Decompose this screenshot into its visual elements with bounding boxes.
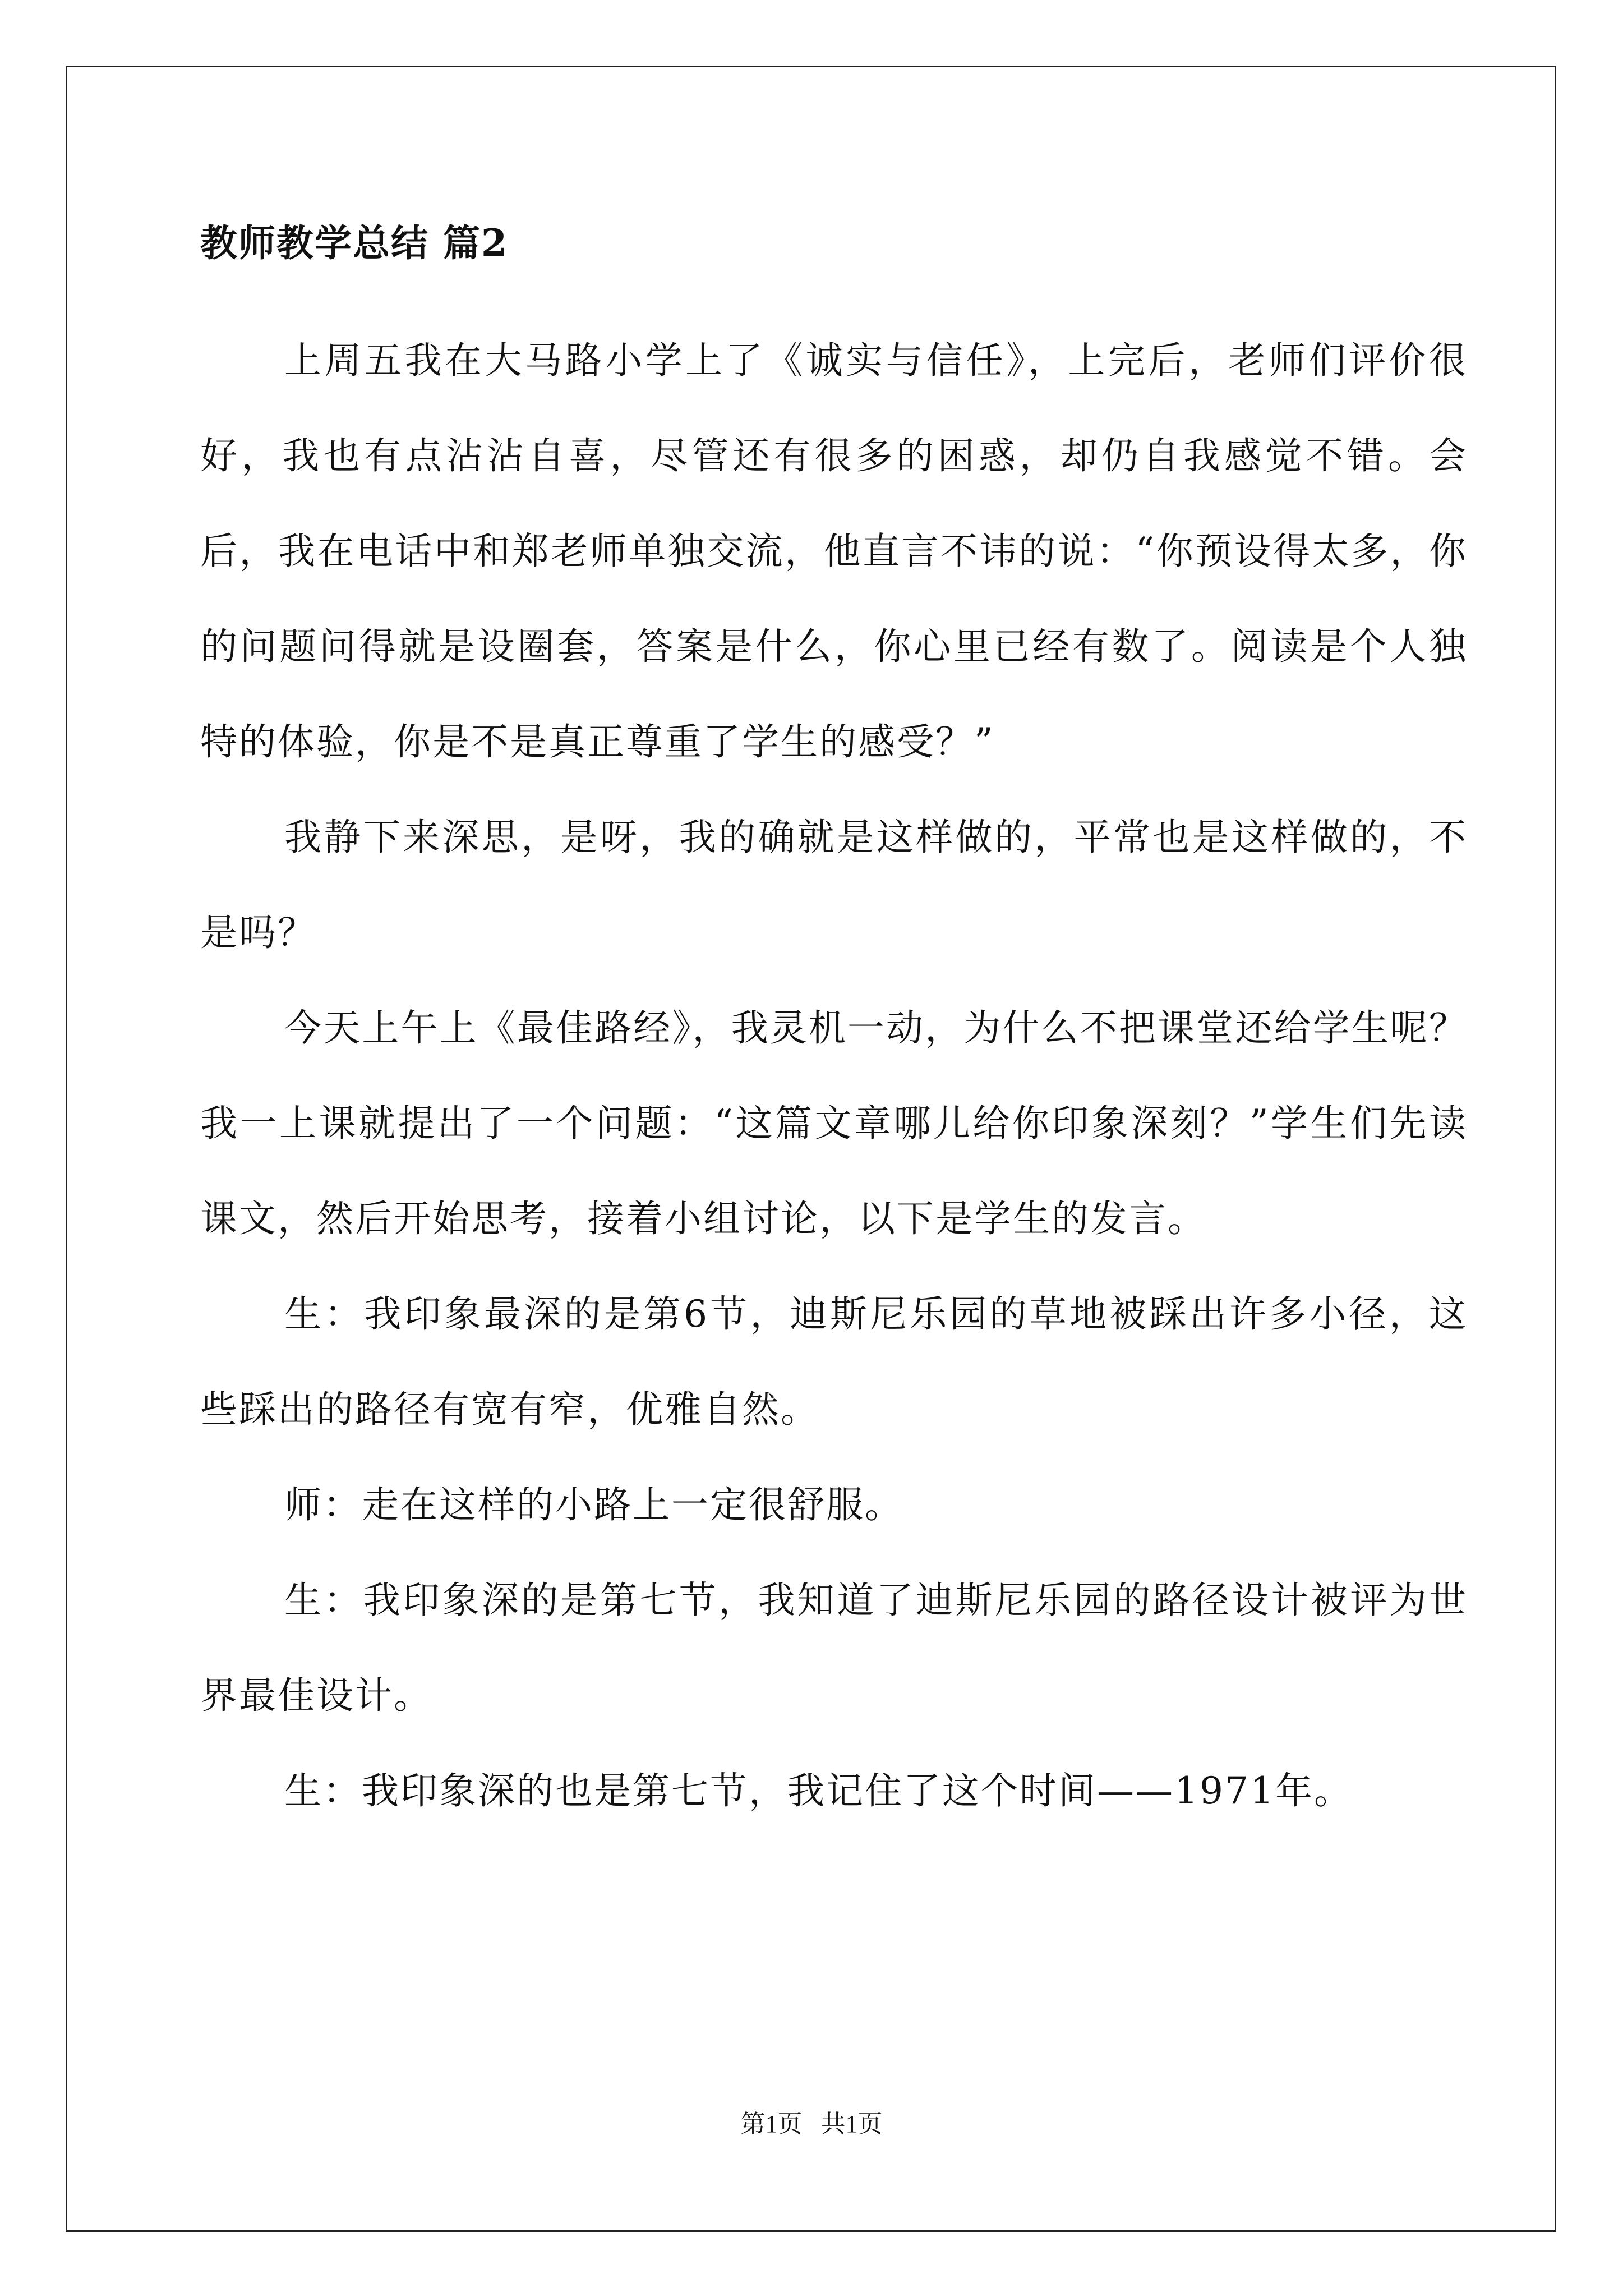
paragraph: 上周五我在大马路小学上了《诚实与信任》，上完后，老师们评价很好，我也有点沾沾自喜，尽管还有很多的困惑，却仍自我感觉不错。会后，我在电话中和郑老师单独交流，他直言不讳的说：“你预设得太多，你的问题问得就是设圈套，答案是什么，你心里已经有数了。阅读是个人独特的体验，你是不是真正尊重了学生的感受？”	[200, 339, 1468, 763]
page-footer: 第1页 共1页	[740, 2110, 883, 2138]
paragraph: 今天上午上《最佳路经》，我灵机一动，为什么不把课堂还给学生呢？我一上课就提出了一个问题：“这篇文章哪儿给你印象深刻？”学生们先读课文，然后开始思考，接着小组讨论，以下是学生的发言。	[200, 1006, 1468, 1240]
paragraph: 生：我印象深的也是第七节，我记住了这个时间——1971年。	[284, 1769, 1353, 1812]
document-body	[200, 221, 1468, 1839]
paragraph: 生：我印象最深的是第6节，迪斯尼乐园的草地被踩出许多小径，这些踩出的路径有宽有窄，优雅自然。	[200, 1292, 1468, 1431]
paragraph: 师：走在这样的小路上一定很舒服。	[284, 1483, 903, 1526]
document-title: 教师教学总结 篇2	[200, 221, 508, 265]
paragraph: 我静下来深思，是呀，我的确就是这样做的，平常也是这样做的，不是吗？	[200, 816, 1468, 954]
paragraph: 生：我印象深的是第七节，我知道了迪斯尼乐园的路径设计被评为世界最佳设计。	[200, 1579, 1468, 1717]
